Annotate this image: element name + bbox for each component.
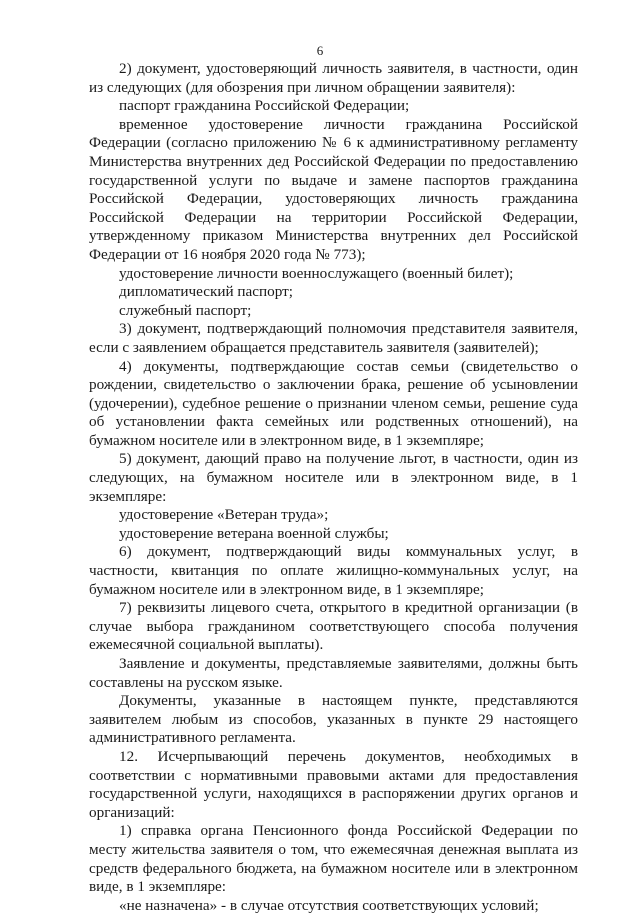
list-item-passport: паспорт гражданина Российской Федерации; — [119, 97, 410, 115]
list-item-service-passport: служебный паспорт; — [119, 301, 252, 319]
list-item-diplomatic-passport: дипломатический паспорт; — [119, 283, 293, 301]
list-item-labor-veteran: удостоверение «Ветеран труда»; — [119, 506, 329, 524]
paragraph-submission-methods: Документы, указанные в настоящем пункте, представляются заявителем любым из способов, указанных в пункте 29 настоящего административного регламента. — [89, 692, 578, 747]
paragraph-section-12: 12. Исчерпывающий перечень документов, необходимых в соответствии с нормативными правовыми актами для предоставления государственной услуги, находящихся в распоряжении других органов и организаций: — [89, 747, 578, 821]
list-item-not-assigned: «не назначена» - в случае отсутствия соответствующих условий; — [119, 896, 539, 914]
paragraph-item-2-identity-document: 2) документ, удостоверяющий личность заявителя, в частности, один из следующих (для обозрения при личном обращении заявителя): — [89, 60, 578, 96]
paragraph-item-6-utility-services: 6) документ, подтверждающий виды коммунальных услуг, в частности, квитанция по оплате жилищно-коммунальных услуг, на бумажном носителе или в электронном виде, в 1 экземпляре; — [89, 543, 578, 598]
list-item-temporary-certificate: временное удостоверение личности гражданина Российской Федерации (согласно приложению № 6 к административному регламенту Министерства внутренних дед Российской Федерации по предоставлению государственной услуги по выдаче и замене паспортов гражданина Российской Федерации, удостоверяющих личность гражданина Российской Федерации на территории Российской Федерации, утвержденному приказом Министерства внутренних дел Российской Федерации от 16 ноября 2020 года № 773); — [89, 115, 578, 263]
paragraph-item-3-representative: 3) документ, подтверждающий полномочия представителя заявителя, если с заявлением обращается представитель заявителя (заявителей); — [89, 320, 578, 356]
page-number: 6 — [316, 43, 324, 58]
paragraph-item-7-bank-details: 7) реквизиты лицевого счета, открытого в кредитной организации (в случае выбора гражданином соответствующего способа получения ежемесячной социальной выплаты). — [89, 599, 578, 654]
paragraph-item-5-benefits-document: 5) документ, дающий право на получение льгот, в частности, один из следующих, на бумажном носителе или в электронном виде, в 1 экземпляре: — [89, 450, 578, 505]
list-item-military-id: удостоверение личности военнослужащего (военный билет); — [119, 264, 514, 282]
paragraph-language-requirement: Заявление и документы, представляемые заявителями, должны быть составлены на русском языке. — [89, 655, 578, 691]
list-item-military-veteran: удостоверение ветерана военной службы; — [119, 524, 389, 542]
paragraph-item-4-family-documents: 4) документы, подтверждающие состав семьи (свидетельство о рождении, свидетельство о заключении брака, решение об усыновлении (удочерении), судебное решение о признании членом семьи, решение суда об установлении факта семейных или родственных отношений), на бумажном носителе или в электронном виде, в 1 экземпляре; — [89, 357, 578, 449]
paragraph-pension-fund-certificate: 1) справка органа Пенсионного фонда Российской Федерации по месту жительства заявителя о том, что ежемесячная денежная выплата из средств федерального бюджета, на бумажном носителе или в электронном виде, в 1 экземпляре: — [89, 822, 578, 896]
document-body — [89, 60, 578, 915]
